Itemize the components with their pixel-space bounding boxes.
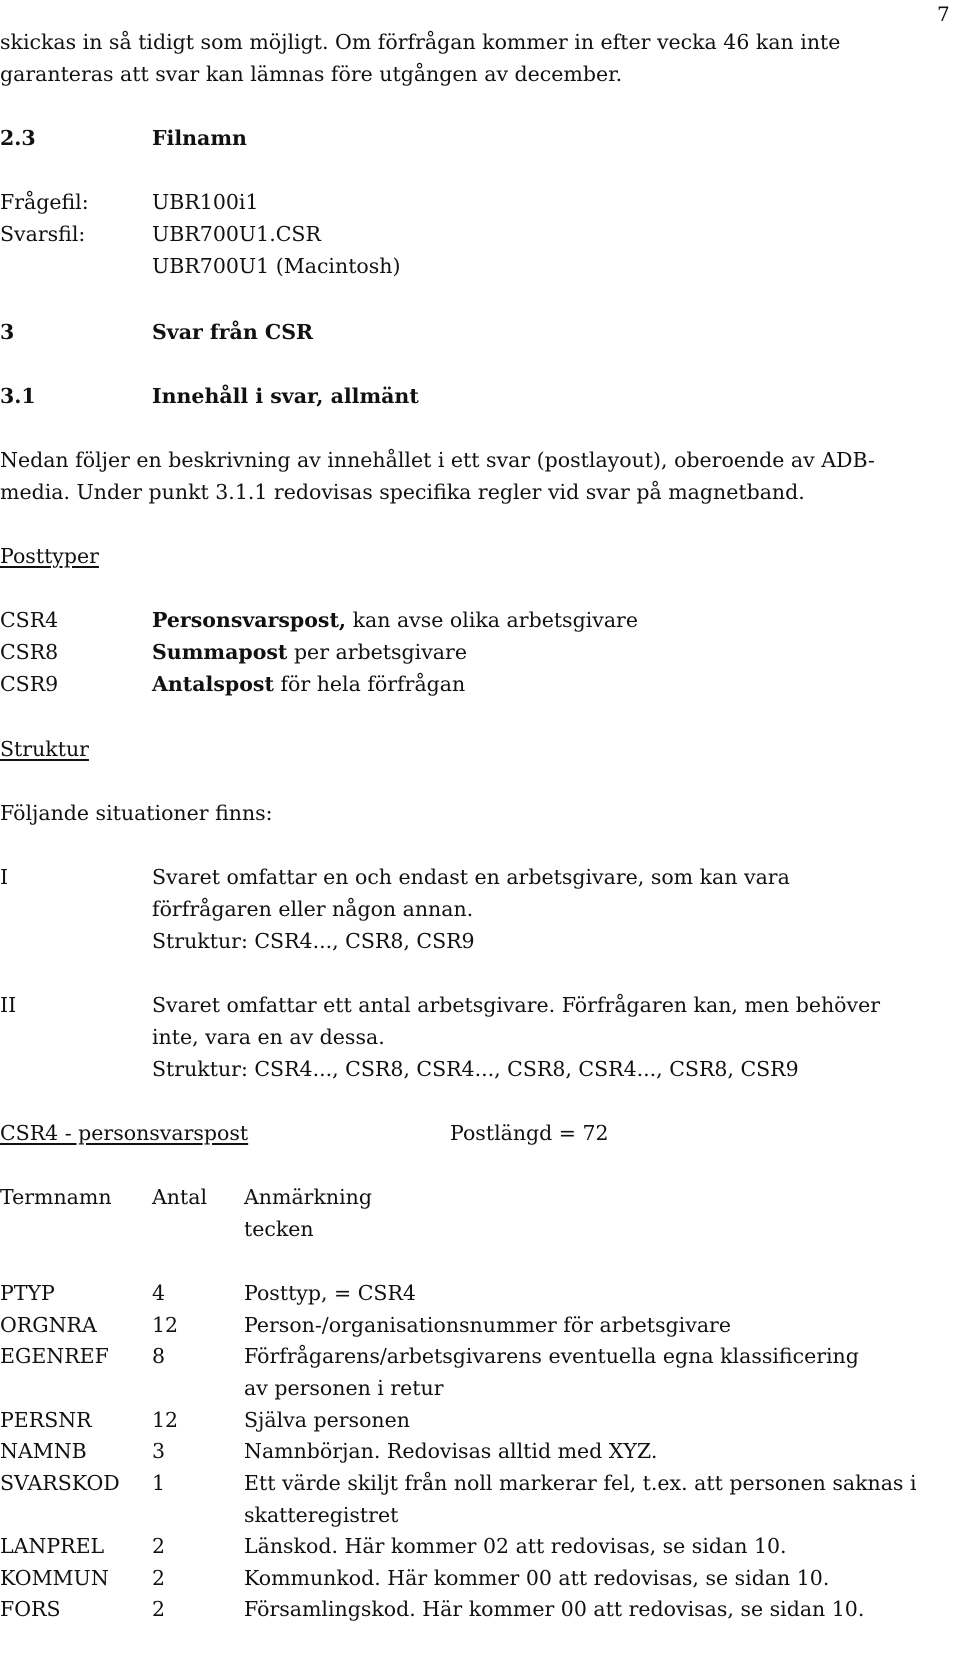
- field-name: SVARSKOD: [0, 1470, 120, 1495]
- field-note: Ett värde skiljt från noll markerar fel, t.ex. att personen saknas i: [244, 1470, 917, 1495]
- field-name: NAMNB: [0, 1439, 87, 1463]
- response-file-label: Svarsfil:: [0, 222, 86, 246]
- section-number: 3.1: [0, 384, 36, 408]
- field-name: LANPREL: [0, 1534, 105, 1558]
- body-line: Nedan följer en beskrivning av innehållet i ett svar (postlayout), oberoende av ADB-: [0, 448, 875, 472]
- case-line: inte, vara en av dessa.: [152, 1025, 385, 1049]
- section-title: Filnamn: [152, 126, 247, 150]
- field-count: 2: [152, 1565, 166, 1590]
- field-count: 1: [152, 1470, 166, 1495]
- case-line: Svaret omfattar ett antal arbetsgivare. Förfrågaren kan, men behöver: [152, 993, 881, 1017]
- case-line: Struktur: CSR4..., CSR8, CSR4..., CSR8, CSR4..., CSR8, CSR9: [152, 1057, 799, 1081]
- field-note: Förfrågarens/arbetsgivarens eventuella egna klassificering: [244, 1344, 859, 1368]
- case-number: II: [0, 993, 17, 1017]
- field-count: 12: [152, 1312, 179, 1337]
- column-header-note: tecken: [244, 1217, 314, 1241]
- column-header-name: Termnamn: [0, 1185, 112, 1209]
- field-count: 12: [152, 1407, 179, 1432]
- case-number: I: [0, 865, 9, 889]
- field-name: PERSNR: [0, 1407, 92, 1432]
- field-note: Posttyp, = CSR4: [244, 1281, 416, 1305]
- posttype-description: [152, 636, 467, 668]
- response-file-value: UBR700U1.CSR: [152, 222, 321, 246]
- posttyper-heading: Posttyper: [0, 544, 99, 568]
- record-length: Postlängd = 72: [450, 1121, 609, 1145]
- column-header-count: Antal: [152, 1185, 208, 1209]
- field-name: FORS: [0, 1597, 61, 1621]
- posttype-name: Personsvarspost,: [152, 608, 347, 632]
- case-line: förfrågaren eller någon annan.: [152, 897, 474, 921]
- posttype-code: CSR8: [0, 640, 59, 664]
- request-file-value: UBR100i1: [152, 190, 259, 214]
- field-note: Själva personen: [244, 1407, 410, 1432]
- struktur-heading: Struktur: [0, 737, 89, 761]
- page-number: 7: [937, 2, 950, 26]
- field-note: Person-/organisationsnummer för arbetsgivare: [244, 1312, 731, 1337]
- section-title: Innehåll i svar, allmänt: [152, 384, 419, 408]
- field-note: av personen i retur: [244, 1376, 444, 1400]
- section-number: 3: [0, 320, 15, 344]
- posttype-name: Antalspost: [152, 672, 274, 696]
- field-count: 2: [152, 1597, 166, 1621]
- field-note: Kommunkod. Här kommer 00 att redovisas, se sidan 10.: [244, 1565, 830, 1590]
- posttype-detail: för hela förfrågan: [280, 672, 466, 696]
- field-note: Länskod. Här kommer 02 att redovisas, se sidan 10.: [244, 1534, 787, 1558]
- body-line: media. Under punkt 3.1.1 redovisas specifika regler vid svar på magnetband.: [0, 480, 805, 504]
- field-name: KOMMUN: [0, 1565, 109, 1590]
- posttype-detail: per arbetsgivare: [293, 640, 467, 664]
- intro-line-1: skickas in så tidigt som möjligt. Om förfrågan kommer in efter vecka 46 kan inte: [0, 30, 841, 54]
- field-count: 4: [152, 1281, 166, 1305]
- request-file-label: Frågefil:: [0, 190, 89, 214]
- field-count: 2: [152, 1534, 166, 1558]
- posttype-detail: kan avse olika arbetsgivare: [352, 608, 638, 632]
- response-file-value: UBR700U1 (Macintosh): [152, 254, 401, 278]
- posttype-description: [152, 668, 465, 700]
- case-line: Struktur: CSR4..., CSR8, CSR9: [152, 929, 475, 953]
- field-count: 8: [152, 1344, 166, 1368]
- posttype-code: CSR4: [0, 608, 59, 632]
- column-header-note: Anmärkning: [244, 1185, 372, 1209]
- field-note: Namnbörjan. Redovisas alltid med XYZ.: [244, 1439, 658, 1463]
- section-number: 2.3: [0, 126, 36, 150]
- field-name: ORGNRA: [0, 1312, 97, 1337]
- section-title: Svar från CSR: [152, 320, 314, 344]
- case-line: Svaret omfattar en och endast en arbetsgivare, som kan vara: [152, 865, 790, 889]
- posttype-name: Summapost: [152, 640, 288, 664]
- field-name: PTYP: [0, 1281, 55, 1305]
- posttype-description: [152, 604, 638, 636]
- struktur-intro: Följande situationer finns:: [0, 801, 273, 825]
- field-count: 3: [152, 1439, 166, 1463]
- field-note: Församlingskod. Här kommer 00 att redovisas, se sidan 10.: [244, 1597, 865, 1621]
- csr4-heading: CSR4 - personsvarspost: [0, 1121, 249, 1145]
- intro-line-2: garanteras att svar kan lämnas före utgången av december.: [0, 62, 623, 86]
- field-name: EGENREF: [0, 1344, 109, 1368]
- field-note: skatteregistret: [244, 1502, 399, 1527]
- posttype-code: CSR9: [0, 672, 59, 696]
